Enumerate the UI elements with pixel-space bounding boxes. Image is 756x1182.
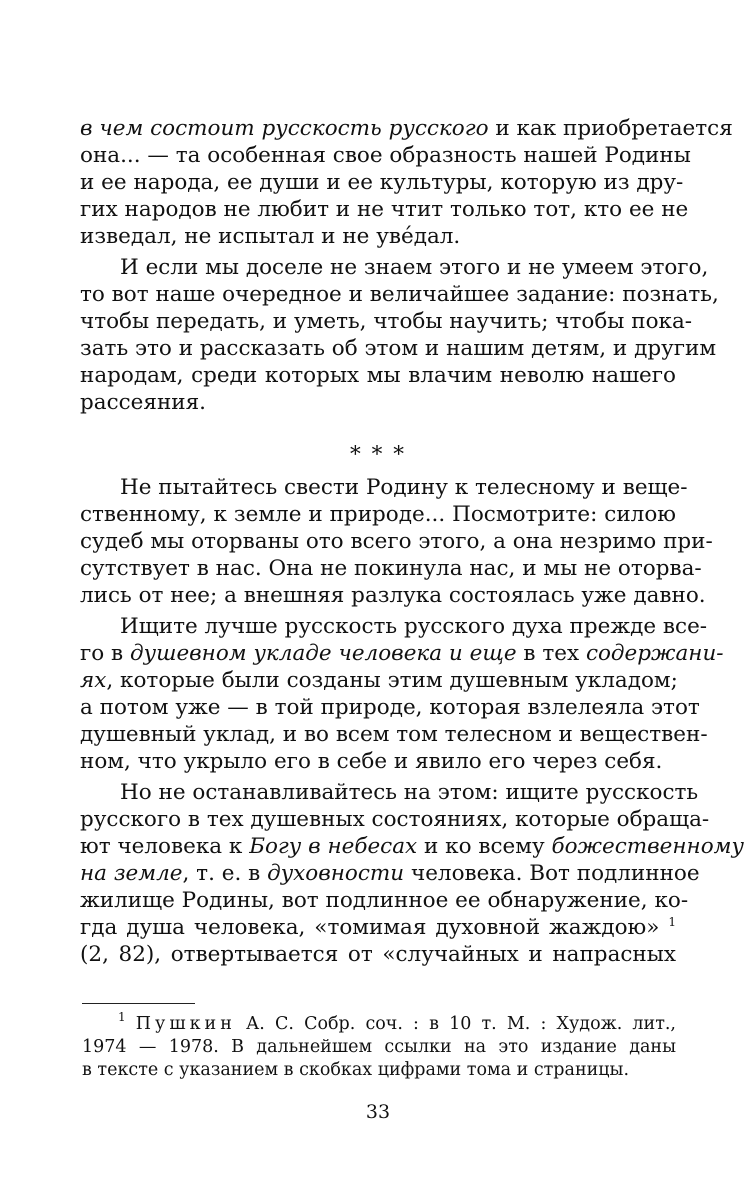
text-line: рассеяния. bbox=[80, 390, 207, 415]
text-line: изведал, не испытал и не уве́дал. bbox=[80, 224, 461, 249]
footnote-divider bbox=[82, 1003, 195, 1004]
text-line: го в душевном укладе человека и еще в тех содержани- bbox=[80, 641, 724, 666]
footnote-author: Пушкин bbox=[135, 1014, 236, 1034]
text-line: и ее народа, ее души и ее культуры, которую из дру- bbox=[80, 170, 684, 195]
text-line: гда душа человека, «томимая духовной жаждою» $^1$ bbox=[80, 915, 677, 940]
text-line: а потом уже — в той природе, которая взлелеяла этот bbox=[80, 695, 700, 720]
text-line: Но не останавливайтесь на этом: ищите русскость bbox=[120, 780, 699, 805]
footnote-reference[interactable]: 1 bbox=[668, 915, 677, 929]
text-line: ют человека к Богу в небесах и ко всему божественному bbox=[80, 834, 744, 859]
text-line: ях, которые были созданы этим душевным укладом; bbox=[80, 668, 678, 693]
text-line: русского в тех душевных состояниях, которые обраща- bbox=[80, 807, 710, 832]
text-line: на земле, т. е. в духовности человека. Вот подлинное bbox=[80, 861, 700, 886]
text-line: то вот наше очередное и величайшее задание: познать, bbox=[80, 282, 719, 307]
text-line: Ищите лучше русскость русского духа прежде все- bbox=[120, 614, 708, 639]
text-line: народам, среди которых мы влачим неволю нашего bbox=[80, 363, 676, 388]
text-line: судеб мы оторваны ото всего этого, а она незримо при- bbox=[80, 529, 713, 554]
text-line: сутствует в нас. Она не покинула нас, и мы не оторва- bbox=[80, 556, 702, 581]
footnote-line: $^1$ Пушкин А. С. Собр. соч. : в 10 т. М. : Худож. лит., bbox=[118, 1010, 676, 1034]
text-line: зать это и рассказать об этом и нашим детям, и другим bbox=[80, 336, 717, 361]
footnote-marker: 1 bbox=[118, 1010, 126, 1024]
text-line: И если мы доселе не знаем этого и не умеем этого, bbox=[120, 255, 709, 280]
text-line: (2, 82), отвертывается от «случайных и напрасных bbox=[80, 942, 676, 967]
text-line: чтобы передать, и уметь, чтобы научить; чтобы пока- bbox=[80, 309, 693, 334]
text-line: гих народов не любит и не чтит только тот, кто ее не bbox=[80, 197, 689, 222]
text-line: ственному, к земле и природе... Посмотрите: силою bbox=[80, 502, 676, 527]
text-line: жилище Родины, вот подлинное ее обнаружение, ко- bbox=[80, 888, 689, 913]
section-separator: * * * bbox=[350, 442, 406, 467]
text-line: в чем состоит русскость русского и как приобретается bbox=[80, 116, 733, 141]
footnote-line: в тексте с указанием в скобках цифрами тома и страницы. bbox=[82, 1060, 630, 1080]
footnote-line: 1974 — 1978. В дальнейшем ссылки на это издание даны bbox=[82, 1037, 676, 1057]
text-line: ном, что укрыло его в себе и явило его через себя. bbox=[80, 749, 663, 774]
text-line: Не пытайтесь свести Родину к телесному и веще- bbox=[120, 475, 688, 500]
text-line: душевный уклад, и во всем том телесном и веществен- bbox=[80, 722, 708, 747]
page-number: 33 bbox=[365, 1101, 391, 1123]
text-line: она... — та особенная свое образность нашей Родины bbox=[80, 143, 691, 168]
text-line: лись от нее; а внешняя разлука состоялась уже давно. bbox=[80, 583, 706, 608]
